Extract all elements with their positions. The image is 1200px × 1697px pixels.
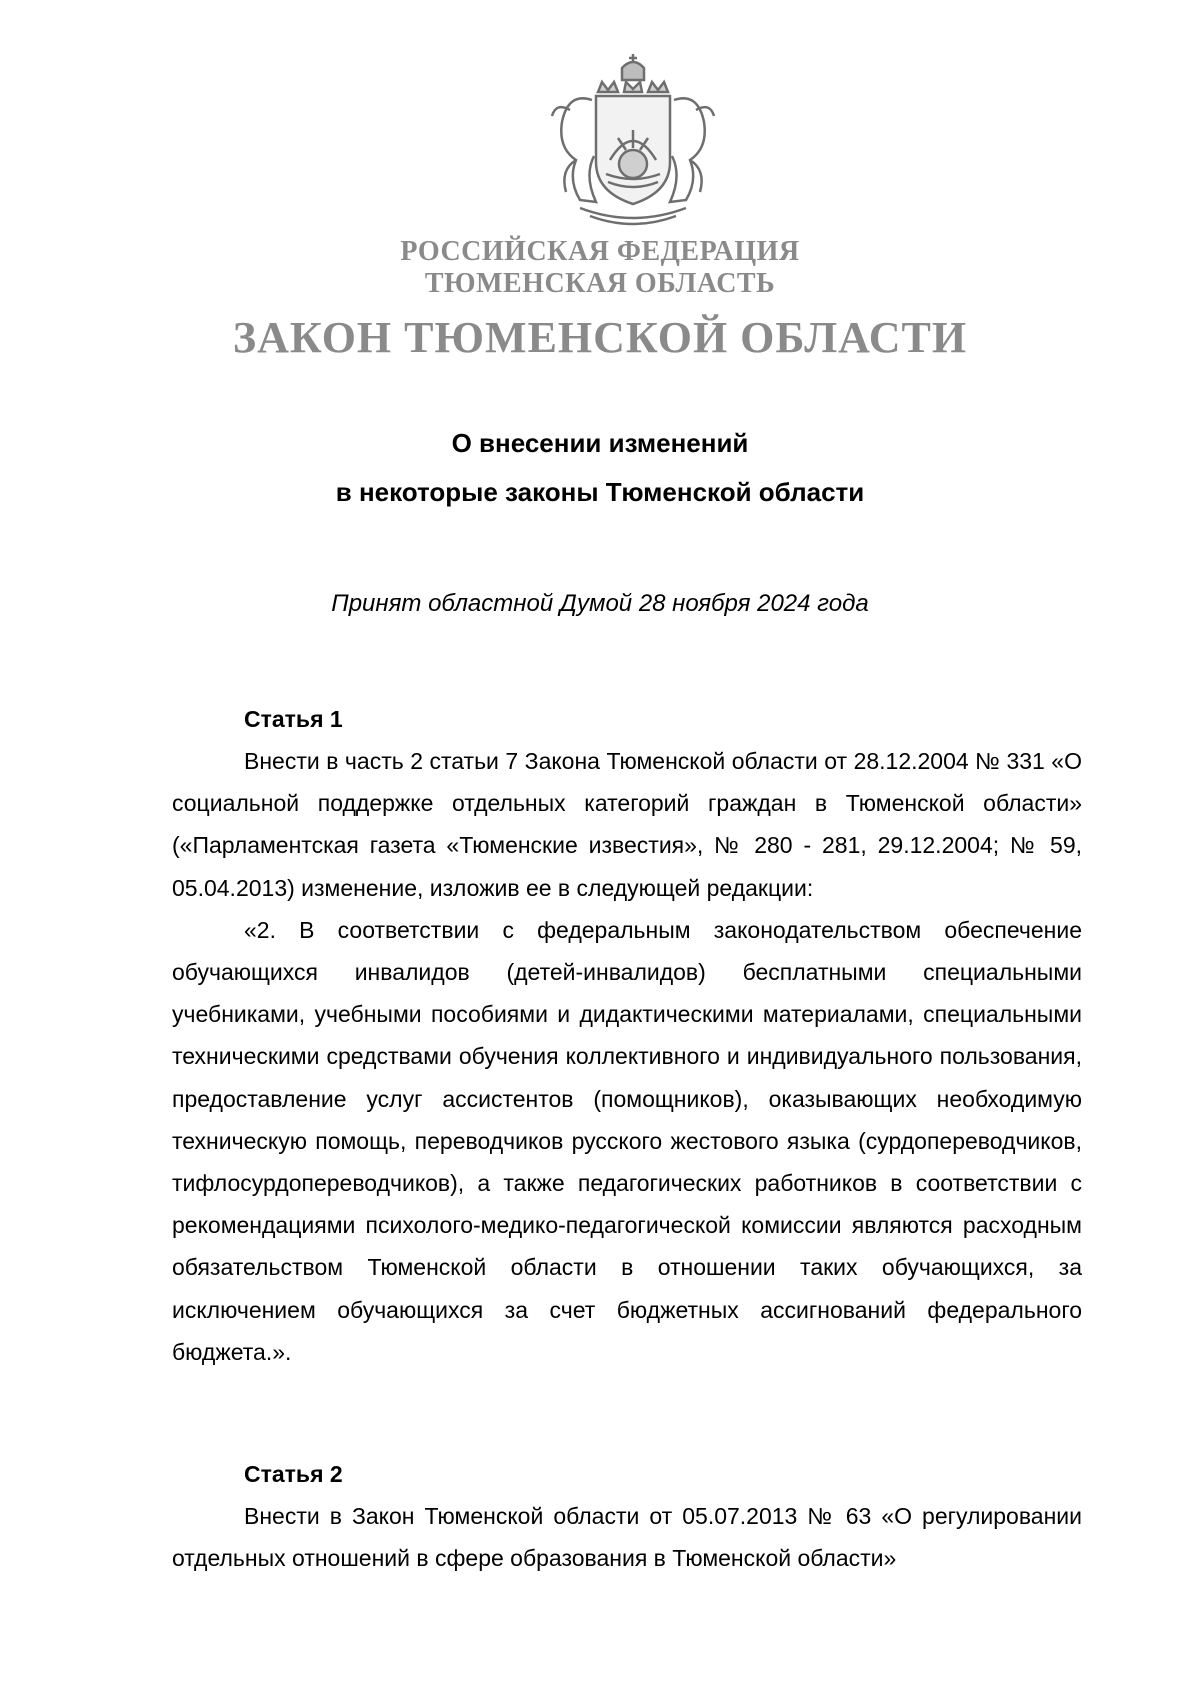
- region-heading: ТЮМЕНСКАЯ ОБЛАСТЬ: [424, 268, 776, 299]
- article-1-title: Статья 1: [244, 706, 343, 732]
- article-1: [172, 698, 1082, 1373]
- article-2-paragraph-1: Внести в Закон Тюменской области от 05.07.2013 № 63 «О регулировании отдельных отношений в сфере образования в Тюменской области»: [172, 1503, 1082, 1572]
- law-title-line-1: О внесении изменений: [451, 428, 749, 458]
- country-heading: РОССИЙСКАЯ ФЕДЕРАЦИЯ: [400, 236, 800, 267]
- article-1-body: [172, 740, 1082, 1373]
- law-title-line-2: в некоторые законы Тюменской области: [335, 477, 865, 507]
- article-1-paragraph-2: «2. В соответствии с федеральным законодательством обеспечение обучающихся инвалидов (детей-инвалидов) бесплатными специальными учебниками, учебными пособиями и дидактическими материалами, специальными техническими средствами обучения коллективного и индивидуального пользования, предоставление услуг ассистентов (помощников), оказывающих необходимую техническую помощь, переводчиков русского жестового языка (сурдопереводчиков, тифлосурдопереводчиков), а также педагогических работников в соответствии с рекомендациями психолого-медико-педагогической комиссии являются расходным обязательством Тюменской области в отношении таких обучающихся, за исключением обучающихся за счет бюджетных ассигнований федерального бюджета.».: [172, 916, 1082, 1365]
- article-2: [172, 1453, 1082, 1579]
- coat-of-arms-emblem: [540, 52, 726, 230]
- adoption-note: Принят областной Думой 28 ноября 2024 года: [331, 590, 869, 617]
- article-1-paragraph-1: Внести в часть 2 статьи 7 Закона Тюменской области от 28.12.2004 № 331 «О социальной поддержке отдельных категорий граждан в Тюменской области» («Парламентская газета «Тюменские известия», № 280 - 281, 29.12.2004; № 59, 05.04.2013) изменение, изложив ее в следующей редакции:: [172, 748, 1082, 901]
- article-2-title: Статья 2: [244, 1461, 343, 1487]
- document-type-heading: ЗАКОН ТЮМЕНСКОЙ ОБЛАСТИ: [232, 313, 968, 362]
- article-2-body: [172, 1495, 1082, 1579]
- coat-of-arms-icon: [540, 52, 726, 230]
